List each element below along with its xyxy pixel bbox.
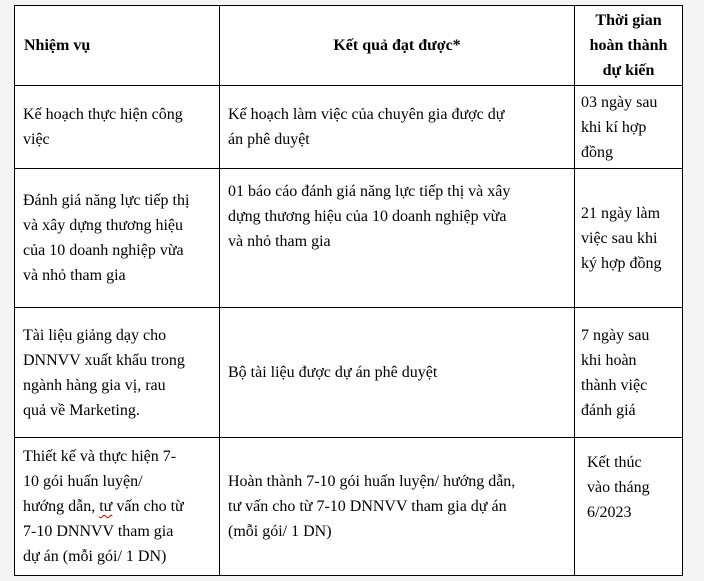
time-text: 21 ngày làm việc sau khi ký hợp đồng xyxy=(581,204,662,272)
result-text: 01 báo cáo đánh giá năng lực tiếp thị và xây dựng thương hiệu của 10 doanh nghiệp vừa và nhỏ tham gia xyxy=(228,183,511,250)
task-text xyxy=(15,444,219,569)
spellcheck-marked-word: tư xyxy=(99,498,113,515)
header-time-text: Thời gian hoàn thành dự kiến xyxy=(589,12,668,79)
table-row xyxy=(15,169,683,308)
task-line-part: vấn cho từ xyxy=(112,498,184,515)
header-row xyxy=(15,6,683,86)
time-cell xyxy=(575,308,683,438)
time-cell xyxy=(575,86,683,169)
header-result xyxy=(220,6,575,86)
task-line: 7-10 DNNVV tham gia xyxy=(23,523,174,540)
task-text: Tài liệu giảng dạy cho DNNVV xuất khẩu trong ngành hàng gia vị, rau quả về Marketing. xyxy=(23,326,185,419)
table-row xyxy=(15,86,683,169)
result-cell xyxy=(220,169,575,308)
task-line: 10 gói huấn luyện/ xyxy=(23,473,143,490)
task-line: Thiết kế và thực hiện 7- xyxy=(23,448,177,465)
result-text: Hoàn thành 7-10 gói huấn luyện/ hướng dẫn, tư vấn cho từ 7-10 DNNVV tham gia dự án (mỗi gói/ 1 DN) xyxy=(228,473,516,540)
result-text: Bộ tài liệu được dự án phê duyệt xyxy=(228,364,438,381)
header-task xyxy=(15,6,220,86)
task-line: dự án (mỗi gói/ 1 DN) xyxy=(23,548,167,565)
time-cell xyxy=(575,438,683,576)
header-time xyxy=(575,6,683,86)
time-text: Kết thúc vào tháng 6/2023 xyxy=(587,454,650,521)
result-cell xyxy=(220,308,575,438)
task-line-part: hướng dẫn, xyxy=(23,498,100,515)
task-cell xyxy=(15,86,220,169)
task-cell xyxy=(15,169,220,308)
result-cell xyxy=(220,438,575,576)
task-cell xyxy=(15,438,220,576)
task-text: Đánh giá năng lực tiếp thị và xây dựng thương hiệu của 10 doanh nghiệp vừa và nhỏ tham gia xyxy=(23,192,190,284)
time-cell xyxy=(575,169,683,308)
header-result-text: Kết quả đạt được* xyxy=(333,37,461,54)
table-row xyxy=(15,308,683,438)
task-table xyxy=(14,5,683,576)
time-text: 7 ngày sau khi hoàn thành việc đánh giá xyxy=(581,326,650,419)
task-cell xyxy=(15,308,220,438)
header-task-text: Nhiệm vụ xyxy=(24,37,91,54)
time-text: 03 ngày sau khi kí hợp đồng xyxy=(581,93,658,161)
result-cell xyxy=(220,86,575,169)
task-text: Kế hoạch thực hiện công việc xyxy=(23,106,183,148)
task-line xyxy=(23,494,215,519)
document-page xyxy=(14,5,682,575)
table-row xyxy=(15,438,683,576)
result-text: Kế hoạch làm việc của chuyên gia được dự án phê duyệt xyxy=(228,106,505,148)
